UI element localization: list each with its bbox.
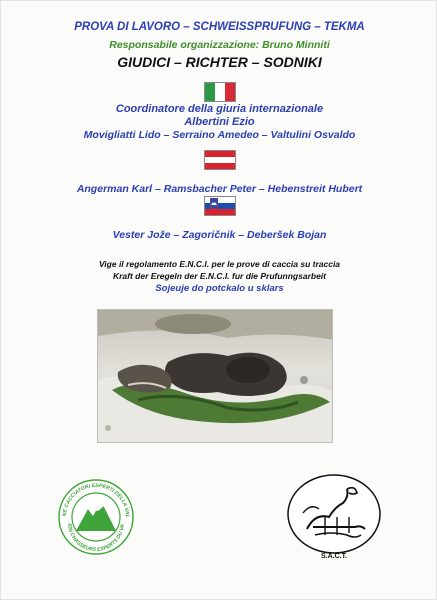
event-title: PROVA DI LAVORO – SCHWEISSPRUFUNG – TEKMA: [74, 21, 365, 33]
austria-judges: Angerman Karl – Ramsbacher Peter – Hebenstreit Hubert: [76, 183, 363, 195]
italy-flag-icon: [204, 82, 236, 102]
coordinator-label: Coordinatore della giuria internazionale: [115, 103, 324, 115]
rules-german: Kraft der Eregeln der E.N.C.I. fur die Prufunngsarbeit: [112, 271, 326, 281]
sact-logo: [285, 473, 383, 565]
slovenia-judges: Vester Jože – Zagoričnik – Deberšek Bojan: [112, 229, 327, 241]
coordinator-name: Albertini Ezio: [184, 116, 255, 128]
austria-flag-icon: [204, 150, 236, 170]
boar-photo: [97, 309, 333, 443]
rules-italian: Vige il regolamento E.N.C.I. per le prove di caccia su traccia: [98, 259, 341, 269]
logo-inner-text: ION CHASSEURS EXPERTS DU VA: [65, 523, 127, 554]
logo-outer-text: NE CACCIATORI ESPERTI DELLA VAL: [61, 482, 131, 518]
hunters-association-logo: [58, 473, 134, 561]
italy-judges: Movigliatti Lido – Serraino Amedeo – Valtulini Osvaldo: [83, 129, 356, 141]
slovenia-flag-icon: [204, 196, 236, 216]
sact-caption: S.A.C.T.: [320, 553, 348, 560]
judges-heading: GIUDICI – RICHTER – SODNIKI: [117, 54, 322, 70]
rules-slovene: Sojeuje do potckalo u sklars: [155, 283, 284, 294]
organizer-line: Responsabile organizzazione: Bruno Minniti: [109, 39, 330, 51]
